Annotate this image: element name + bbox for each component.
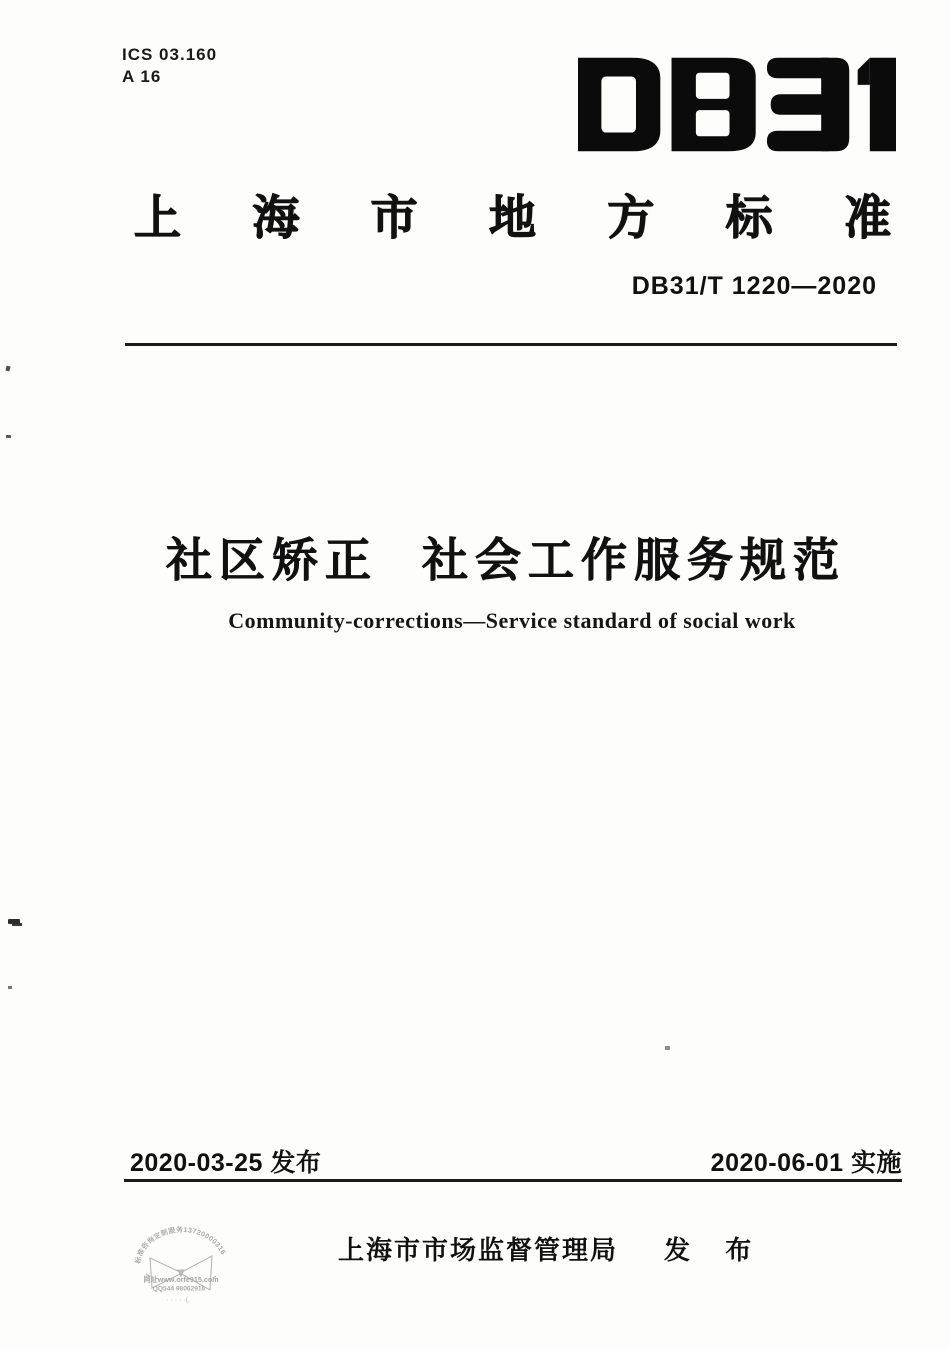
title-cn-part2: 社会工作服务规范 bbox=[422, 534, 846, 586]
stamp-line2: QQ544 98062916 bbox=[152, 1285, 206, 1293]
document-title-cn bbox=[0, 524, 950, 590]
standard-number: DB31/T 1220—2020 bbox=[631, 272, 877, 300]
heading-char: 方 bbox=[607, 191, 655, 244]
stamp-graphic bbox=[132, 1226, 232, 1308]
stamp-arc-text: 标准咨询定制服务13720000316 bbox=[134, 1226, 227, 1265]
top-rule bbox=[125, 343, 897, 346]
watermark-stamp bbox=[132, 1226, 232, 1308]
title-cn-part1: 社区矫正 bbox=[166, 534, 378, 586]
db31-logo-graphic bbox=[578, 57, 896, 152]
scan-speck bbox=[665, 1046, 670, 1050]
heading-char: 上 bbox=[134, 191, 181, 244]
issue-date: 2020-03-25 发布 bbox=[130, 1149, 322, 1177]
heading-char: 海 bbox=[252, 191, 300, 244]
bottom-rule bbox=[124, 1179, 902, 1182]
publish-label: 发 布 bbox=[664, 1235, 766, 1265]
stamp-dot-row: · · · · ·(. bbox=[166, 1297, 190, 1304]
publisher-name: 上海市市场监督管理局 bbox=[338, 1235, 619, 1265]
heading-char: 标 bbox=[725, 191, 773, 244]
publisher-line bbox=[338, 1230, 765, 1267]
ics-code: ICS 03.160 bbox=[122, 45, 218, 64]
document-title-en: Community-corrections—Service standard of social work bbox=[228, 608, 796, 633]
scan-speck bbox=[6, 435, 11, 438]
heading-char: 市 bbox=[370, 191, 418, 244]
scan-speck bbox=[5, 366, 10, 372]
scan-speck bbox=[8, 986, 12, 989]
heading-char: 准 bbox=[843, 191, 891, 244]
implementation-date: 2020-06-01 实施 bbox=[710, 1149, 902, 1177]
db31-logo bbox=[578, 57, 896, 152]
stamp-line1: 网址www.orfe915.com bbox=[143, 1275, 219, 1284]
scan-speck bbox=[8, 919, 20, 924]
standard-type-heading bbox=[134, 181, 891, 248]
ics-block bbox=[122, 44, 217, 88]
classification-code: A 16 bbox=[122, 67, 162, 86]
svg-text:标准咨询定制服务13720000316 bbox=[133, 1226, 227, 1265]
heading-char: 地 bbox=[488, 191, 536, 244]
